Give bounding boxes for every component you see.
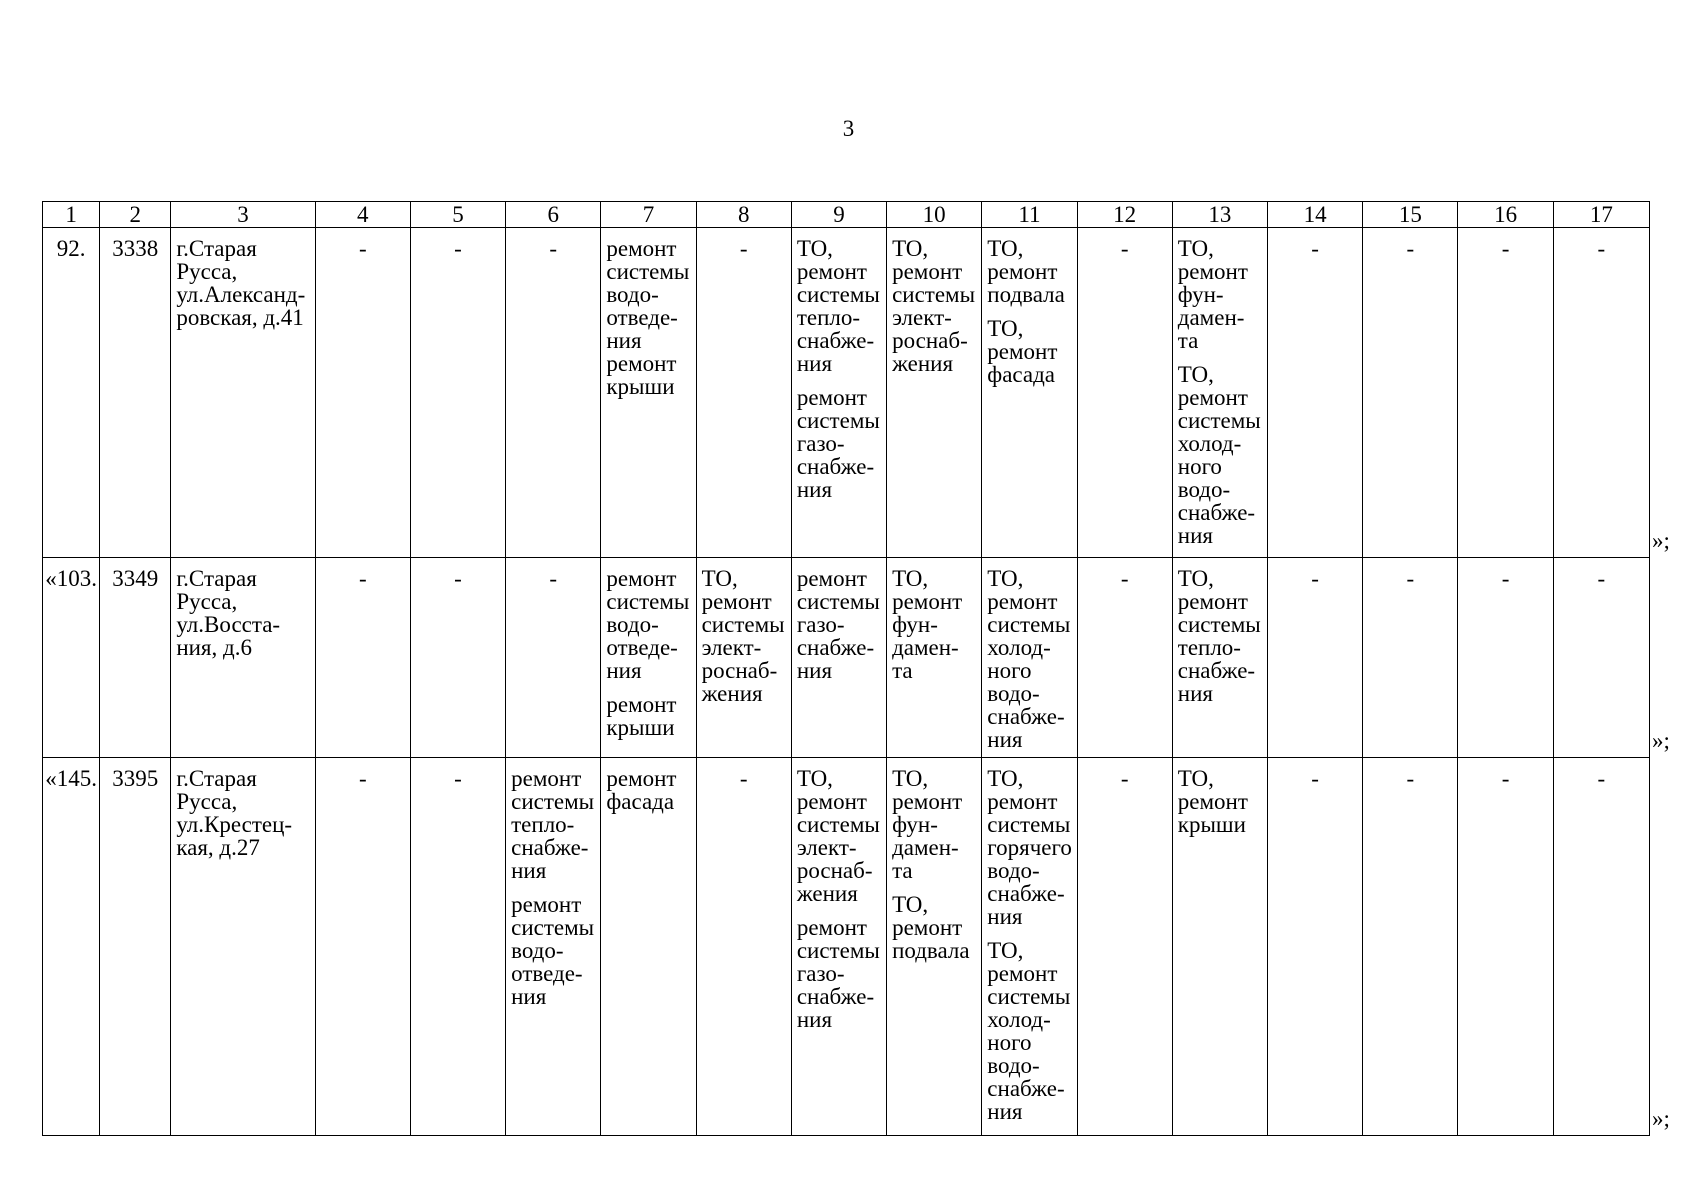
address-line: кая, д.27 [176,835,260,860]
empty-work-cell: - [696,758,791,1136]
column-header: 14 [1268,202,1363,228]
work-entry: ремонт системы газо- снабже- ния [796,915,880,1032]
column-header: 2 [100,202,171,228]
work-entry: ТО, ремонт подвала [892,892,970,963]
work-entry: ТО, ремонт системы элект- роснаб- жения [796,766,880,906]
work-cell [601,758,696,1136]
column-header: 17 [1553,202,1649,228]
work-entry: ТО, ремонт крыши [1177,766,1248,837]
column-header: 3 [171,202,315,228]
work-entry: ремонт системы водо- отведе- ния [511,892,595,1009]
work-cell [1172,558,1267,758]
empty-work-cell: - [1268,758,1363,1136]
work-entry: ТО, ремонт системы холод- ного водо- снабже- ния [987,566,1071,752]
empty-work-cell: - [1077,758,1172,1136]
address-cell [171,228,315,558]
empty-work-cell: - [1363,758,1458,1136]
column-header: 11 [982,202,1077,228]
work-cell [887,758,982,1136]
empty-work-cell: - [1363,558,1458,758]
column-number-row [43,202,1650,228]
column-header: 13 [1172,202,1267,228]
empty-work-cell: - [410,558,505,758]
empty-work-cell: - [1077,558,1172,758]
address-line: г.Старая [176,566,257,591]
work-cell [506,758,601,1136]
work-entry: ремонт крыши [606,692,677,740]
work-entry: ремонт фасада [606,766,677,814]
work-cell [791,558,886,758]
work-entry: ремонт системы тепло- снабже- ния [511,766,595,883]
address-cell [171,558,315,758]
empty-work-cell: - [315,558,410,758]
empty-work-cell: - [1458,558,1553,758]
empty-work-cell: - [1553,558,1649,758]
work-cell [791,228,886,558]
empty-work-cell: - [410,758,505,1136]
work-cell [887,558,982,758]
work-entry: ремонт системы газо- снабже- ния [796,566,880,683]
empty-work-cell: - [1077,228,1172,558]
work-entry: ТО, ремонт системы элект- роснаб- жения [892,236,976,376]
table-row [43,228,1650,558]
work-entry: ремонт системы водо- отведе- ния [606,566,690,683]
address-line: ул.Крестец- [176,812,293,837]
address-cell [171,758,315,1136]
address-line: Русса, [176,589,238,614]
work-cell [601,558,696,758]
row-closing-quote: »; [1652,727,1670,753]
work-cell [982,758,1077,1136]
work-cell [696,558,791,758]
column-header: 1 [43,202,100,228]
address-line: ул.Восста- [176,612,281,637]
work-cell [791,758,886,1136]
empty-work-cell: - [1458,228,1553,558]
table-body [43,228,1650,1136]
work-entry: ТО, ремонт фун- дамен- та [892,566,963,683]
building-code: 3395 [100,758,171,1136]
work-cell [601,228,696,558]
column-header: 8 [696,202,791,228]
work-entry: ТО, ремонт системы элект- роснаб- жения [701,566,785,706]
work-entry: ТО, ремонт системы тепло- снабже- ния [1177,566,1261,706]
column-header: 6 [506,202,601,228]
work-cell [1172,758,1267,1136]
row-closing-quote: »; [1652,1105,1670,1131]
work-cell [1172,228,1267,558]
empty-work-cell: - [506,558,601,758]
row-closing-quote: »; [1652,527,1670,553]
building-code: 3338 [100,228,171,558]
address-line: ровская, д.41 [176,305,304,330]
column-header: 10 [887,202,982,228]
work-cell [887,228,982,558]
address-line: ул.Александ- [176,282,306,307]
empty-work-cell: - [410,228,505,558]
work-entry: ТО, ремонт системы тепло- снабже- ния [796,236,880,376]
work-entry: ТО, ремонт системы горячего водо- снабже- ния [987,766,1072,929]
work-entry: ремонт системы водо- отведе- ния ремонт крыши [606,236,690,399]
empty-work-cell: - [1458,758,1553,1136]
empty-work-cell: - [506,228,601,558]
address-line: г.Старая [176,766,257,791]
repair-schedule-table [42,201,1650,1136]
address-line: ния, д.6 [176,635,252,660]
table-row [43,758,1650,1136]
column-header: 12 [1077,202,1172,228]
empty-work-cell: - [315,758,410,1136]
work-cell [982,228,1077,558]
work-entry: ТО, ремонт фасада [987,316,1058,387]
address-line: Русса, [176,789,238,814]
work-entry: ТО, ремонт подвала [987,236,1065,307]
column-header: 5 [410,202,505,228]
row-number: «103. [43,558,100,758]
work-entry: ремонт системы газо- снабже- ния [796,385,880,502]
work-entry: ТО, ремонт фун- дамен- та [892,766,963,883]
work-entry: ТО, ремонт системы холод- ного водо- снабже- ния [987,938,1071,1124]
column-header: 4 [315,202,410,228]
column-header: 16 [1458,202,1553,228]
empty-work-cell: - [1363,228,1458,558]
address-line: Русса, [176,259,238,284]
empty-work-cell: - [1553,758,1649,1136]
column-header: 15 [1363,202,1458,228]
column-header: 9 [791,202,886,228]
empty-work-cell: - [1268,228,1363,558]
empty-work-cell: - [1268,558,1363,758]
row-number: 92. [43,228,100,558]
empty-work-cell: - [696,228,791,558]
column-header: 7 [601,202,696,228]
work-entry: ТО, ремонт системы холод- ного водо- снабже- ния [1177,362,1261,548]
work-entry: ТО, ремонт фун- дамен- та [1177,236,1248,353]
work-cell [982,558,1077,758]
page-number: 3 [842,116,855,141]
building-code: 3349 [100,558,171,758]
row-number: «145. [43,758,100,1136]
empty-work-cell: - [315,228,410,558]
empty-work-cell: - [1553,228,1649,558]
table-row [43,558,1650,758]
address-line: г.Старая [176,236,257,261]
